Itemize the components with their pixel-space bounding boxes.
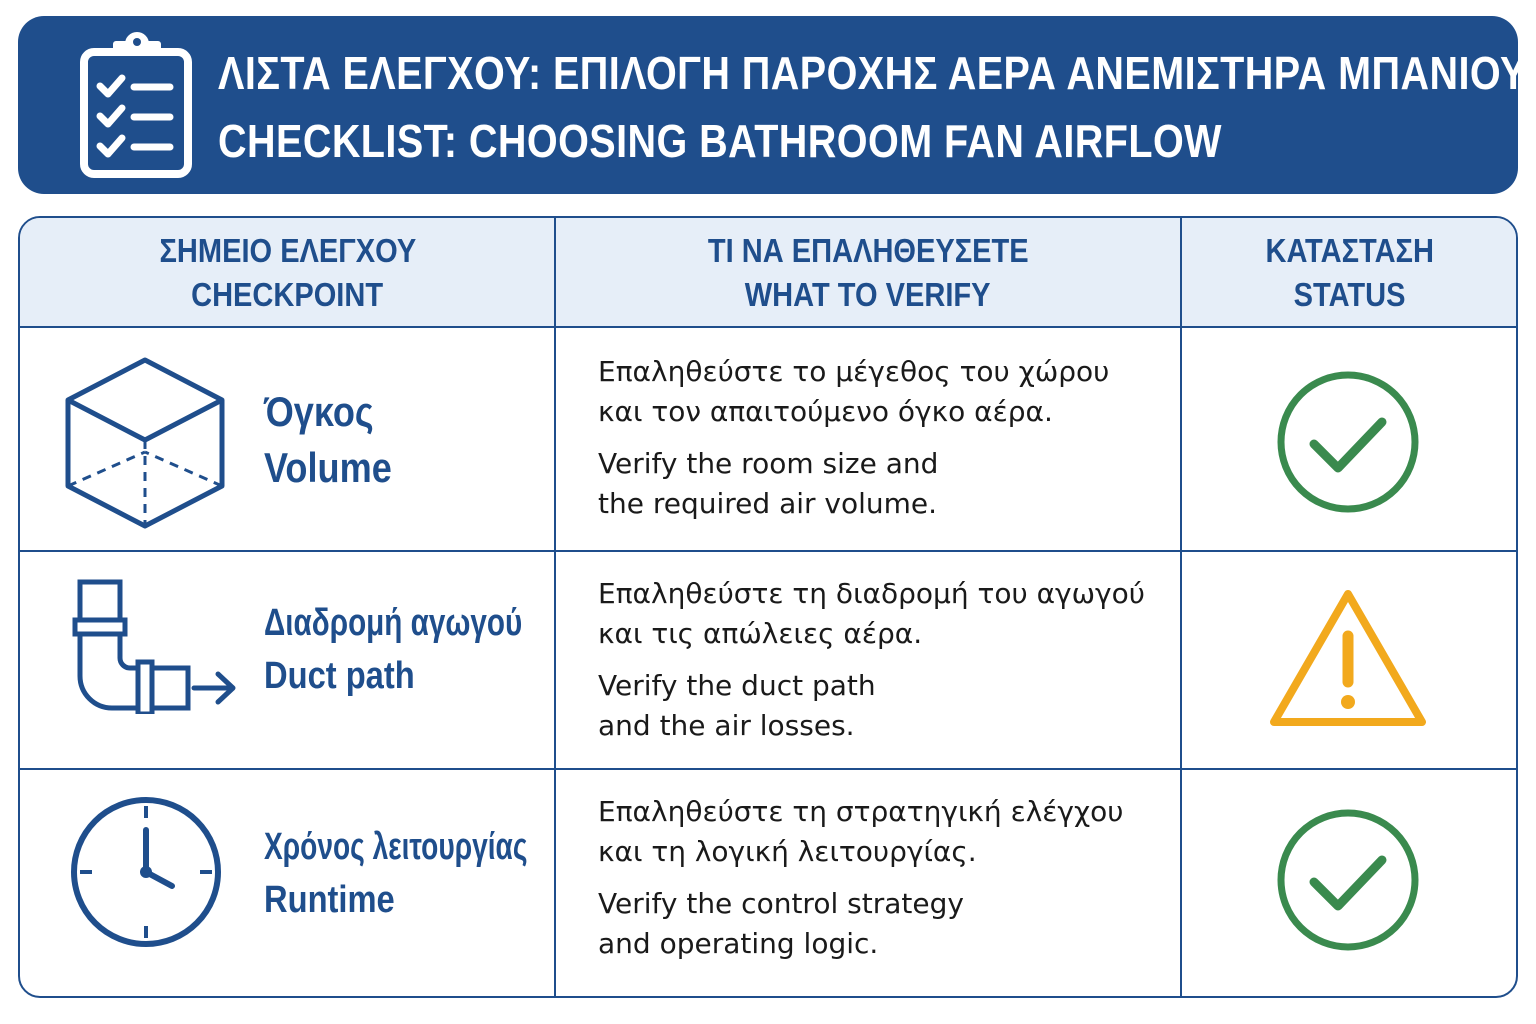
verify-text-english: the required air volume. — [598, 487, 938, 520]
verify-text-greek: Επαληθεύστε τη διαδρομή του αγωγού — [598, 577, 1145, 610]
clipboard-checklist-icon — [78, 30, 196, 180]
checkpoint-name-english: Duct path — [264, 655, 415, 697]
table-header — [20, 218, 1516, 328]
verify-text-english: Verify the control strategy — [598, 887, 964, 920]
check-circle-icon — [1276, 370, 1420, 514]
verify-text-greek: Επαληθεύστε το μέγεθος του χώρου — [598, 355, 1110, 388]
checklist-table — [18, 216, 1518, 998]
column-header-verify — [555, 218, 1181, 328]
checkpoint-name-greek: Όγκος — [264, 388, 374, 435]
checkpoint-label — [264, 388, 413, 492]
column-header-label-english: STATUS — [1293, 276, 1406, 313]
verify-text-english: Verify the duct path — [598, 669, 876, 702]
verify-text — [598, 352, 1109, 524]
verify-text-english: Verify the room size and — [598, 447, 939, 480]
checkpoint-label — [264, 602, 595, 698]
table-row — [20, 770, 1516, 998]
verify-text — [598, 574, 1145, 746]
checkpoint-name-english: Runtime — [264, 879, 395, 921]
check-circle-icon — [1276, 808, 1420, 952]
table-row — [20, 552, 1516, 768]
column-header-status — [1181, 218, 1518, 328]
column-header-label-greek: ΚΑΤΑΣΤΑΣΗ — [1265, 232, 1434, 269]
warning-triangle-icon — [1268, 588, 1428, 730]
checkpoint-label — [264, 826, 620, 922]
cube-icon — [64, 356, 226, 532]
verify-text-english: and operating logic. — [598, 927, 879, 960]
verify-text-greek: και τις απώλειες αέρα. — [598, 617, 923, 650]
column-header-label-english: WHAT TO VERIFY — [745, 276, 991, 313]
verify-text-greek: και τον απαιτούμενο όγκο αέρα. — [598, 395, 1053, 428]
column-header-label-greek: ΣΗΜΕΙΟ ΕΛΕΓΧΟΥ — [159, 232, 416, 269]
table-row — [20, 330, 1516, 550]
duct-elbow-icon — [70, 578, 240, 714]
page-title-english: CHECKLIST: CHOOSING BATHROOM FAN AIRFLOW — [218, 115, 1222, 167]
checkpoint-name-english: Volume — [264, 444, 392, 491]
column-header-label-greek: ΤΙ ΝΑ ΕΠΑΛΗΘΕΥΣΕΤΕ — [707, 232, 1029, 269]
checkpoint-name-greek: Διαδρομή αγωγού — [264, 602, 523, 644]
title-banner — [18, 16, 1527, 194]
verify-text-greek: Επαληθεύστε τη στρατηγική ελέγχου — [598, 795, 1124, 828]
verify-text-greek: και τη λογική λειτουργίας. — [598, 835, 977, 868]
clock-icon — [68, 794, 224, 950]
column-header-checkpoint — [20, 218, 555, 328]
verify-text-english: and the air losses. — [598, 709, 855, 742]
verify-text — [598, 792, 1123, 964]
checkpoint-name-greek: Χρόνος λειτουργίας — [264, 826, 528, 868]
column-header-label-english: CHECKPOINT — [191, 276, 384, 313]
page-title-greek: ΛΙΣΤΑ ΕΛΕΓΧΟΥ: ΕΠΙΛΟΓΗ ΠΑΡΟΧΗΣ ΑΕΡΑ ΑΝΕΜΙΣΤΗΡΑ ΜΠΑΝΙΟΥ — [218, 47, 1527, 99]
